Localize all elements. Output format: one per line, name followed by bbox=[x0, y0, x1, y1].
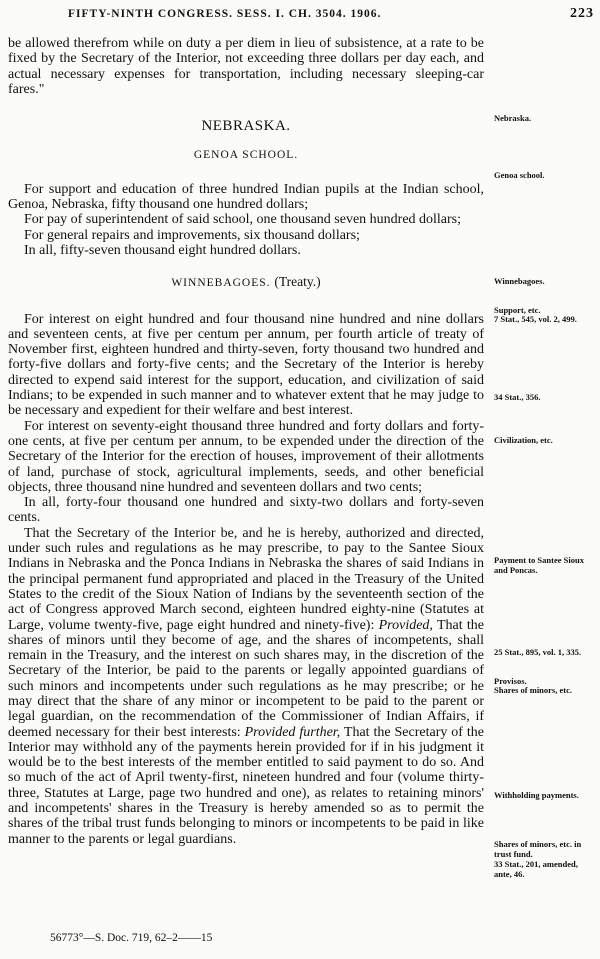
winnebagoes-paragraph-2: For interest on seventy-eight thousand three hundred and forty dollars and forty-one cents, at five per centum per annum, to be expended under the direction of the Secretary of the Interior for the erection of houses, improvement of their allotments of land, purchase of stock, agricultural implements, seeds, and other beneficial objects, three thousand nine hundred and seventeen dollars and two cents; bbox=[8, 418, 484, 495]
intro-paragraph: be allowed therefrom while on duty a per diem in lieu of subsistence, at a rate to be fixed by the Secretary of the Interior, not exceeding three dollars per day each, and actual necessary expenses for transportation, including necessary sleeping-car fares." bbox=[8, 36, 484, 97]
winnebagoes-paragraph-1: For interest on eight hundred and four thousand nine hundred and nine dollars and seventeen cents, at five per centum per annum, per fourth article of treaty of November first, eighteen hundred and thirty-seven, forty thousand two hundred and forty-five dollars and forty-five cents; and the Secretary of the Interior is hereby directed to expend said interest for the support, education, and civilization of said Indians; to be expended in such manner and to whatever extent that he may judge to be necessary and expedient for their welfare and best interest. bbox=[8, 311, 484, 419]
margin-note-winnebagoes: Winnebagoes. bbox=[494, 276, 545, 286]
page-number: 223 bbox=[570, 6, 594, 21]
margin-note-34-stat: 34 Stat., 356. bbox=[494, 392, 541, 402]
winnebagoes-treaty: (Treaty.) bbox=[274, 274, 321, 290]
winnebagoes-paragraph-3: In all, forty-four thousand one hundred and sixty-two dollars and forty-seven cents. bbox=[8, 495, 484, 526]
winnebagoes-title: WINNEBAGOES. bbox=[171, 277, 271, 290]
genoa-paragraph-4: In all, fifty-seven thousand eight hundred dollars. bbox=[24, 242, 301, 258]
margin-note-provisos: Provisos. bbox=[494, 676, 527, 686]
santee-text-2: That the shares of minors until they become of age, and the shares of incompetents, shall remain in the Treasury, and the interest on such shares may, in the discretion of the Secretary of the Interior, be paid to the parents or legally appointed guardians of such minors and incompetents under such regulations as he may prescribe; or he may direct that the share of any minor or incompetent to be paid to the parent or legal guardian, on the recommendation of the Commissioner of Indian Affairs, if deemed necessary for their best interests: bbox=[8, 617, 485, 740]
margin-note-nebraska: Nebraska. bbox=[494, 113, 532, 123]
margin-note-support-ref: 7 Stat., 545, vol. 2, 499. bbox=[494, 314, 577, 324]
margin-note-shares-trust: Shares of minors, etc. in trust fund. bbox=[494, 839, 582, 859]
margin-note-payment: Payment to Santee Sioux and Poncas. bbox=[494, 555, 584, 575]
margin-note-civilization: Civilization, etc. bbox=[494, 435, 553, 445]
main-text bbox=[8, 36, 484, 847]
margin-note-withholding: Withholding payments. bbox=[494, 790, 579, 800]
santee-text-3: That the Secretary of the Interior may withhold any of the payments herein provided for if in his judgment it would be to the best interests of the member entitled to said payment to do so. And so much of the act of April twenty-first, nineteen hundred and four (volume thirty-three, Statutes at Large, page two hundred and one), as relates to retaining minors' and incompetents' shares in the Treasury is hereby amended so as to permit the shares of the tribal trust funds belonging to minors or incompetents to be paid in like manner to the parents or legal guardians. bbox=[8, 724, 484, 847]
genoa-paragraph-2: For pay of superintendent of said school, one thousand seven hundred dollars; bbox=[24, 212, 462, 228]
margin-note-25-stat: 25 Stat., 895, vol. 1, 335. bbox=[494, 647, 582, 657]
margin-note-support: Support, etc. bbox=[494, 305, 541, 315]
margin-note-genoa: Genoa school. bbox=[494, 170, 545, 180]
genoa-paragraph-1: For support and education of three hundred Indian pupils at the Indian school, Genoa, Nebraska, fifty thousand one hundred dollars; bbox=[8, 181, 484, 213]
subtitle-winnebagoes bbox=[8, 274, 484, 291]
provided-label: Provided, bbox=[378, 617, 433, 633]
section-title-nebraska: NEBRASKA. bbox=[201, 118, 291, 135]
santee-text-1: That the Secretary of the Interior be, and he is hereby, authorized and directed, under such rules and regulations as he may prescribe, to pay to the Santee Sioux Indians in Nebraska and the Ponca Indians in Nebraska the shares of said Indians in the principal permanent fund appropriated and placed in the Treasury of the United States to the credit of the Sioux Nation of Indians by the seventeenth section of the act of Congress approved March second, eighteen hundred eighty-nine (Statutes at Large, volume twenty-five, page eight hundred and ninety-five): bbox=[8, 525, 484, 633]
margin-note-33-stat: 33 Stat., 201, amended, ante, 46. bbox=[494, 859, 578, 879]
running-title: FIFTY-NINTH CONGRESS. SESS. I. CH. 3504. 1906. bbox=[68, 8, 382, 20]
genoa-paragraph-3: For general repairs and improvements, six thousand dollars; bbox=[24, 227, 360, 243]
margin-note-shares-minors: Shares of minors, etc. bbox=[494, 685, 572, 695]
provided-further-label: Provided further, bbox=[244, 724, 341, 740]
santee-paragraph bbox=[8, 526, 484, 847]
footer-signature: 56773°—S. Doc. 719, 62–2——15 bbox=[50, 932, 213, 944]
subtitle-genoa-school: GENOA SCHOOL. bbox=[193, 149, 299, 162]
